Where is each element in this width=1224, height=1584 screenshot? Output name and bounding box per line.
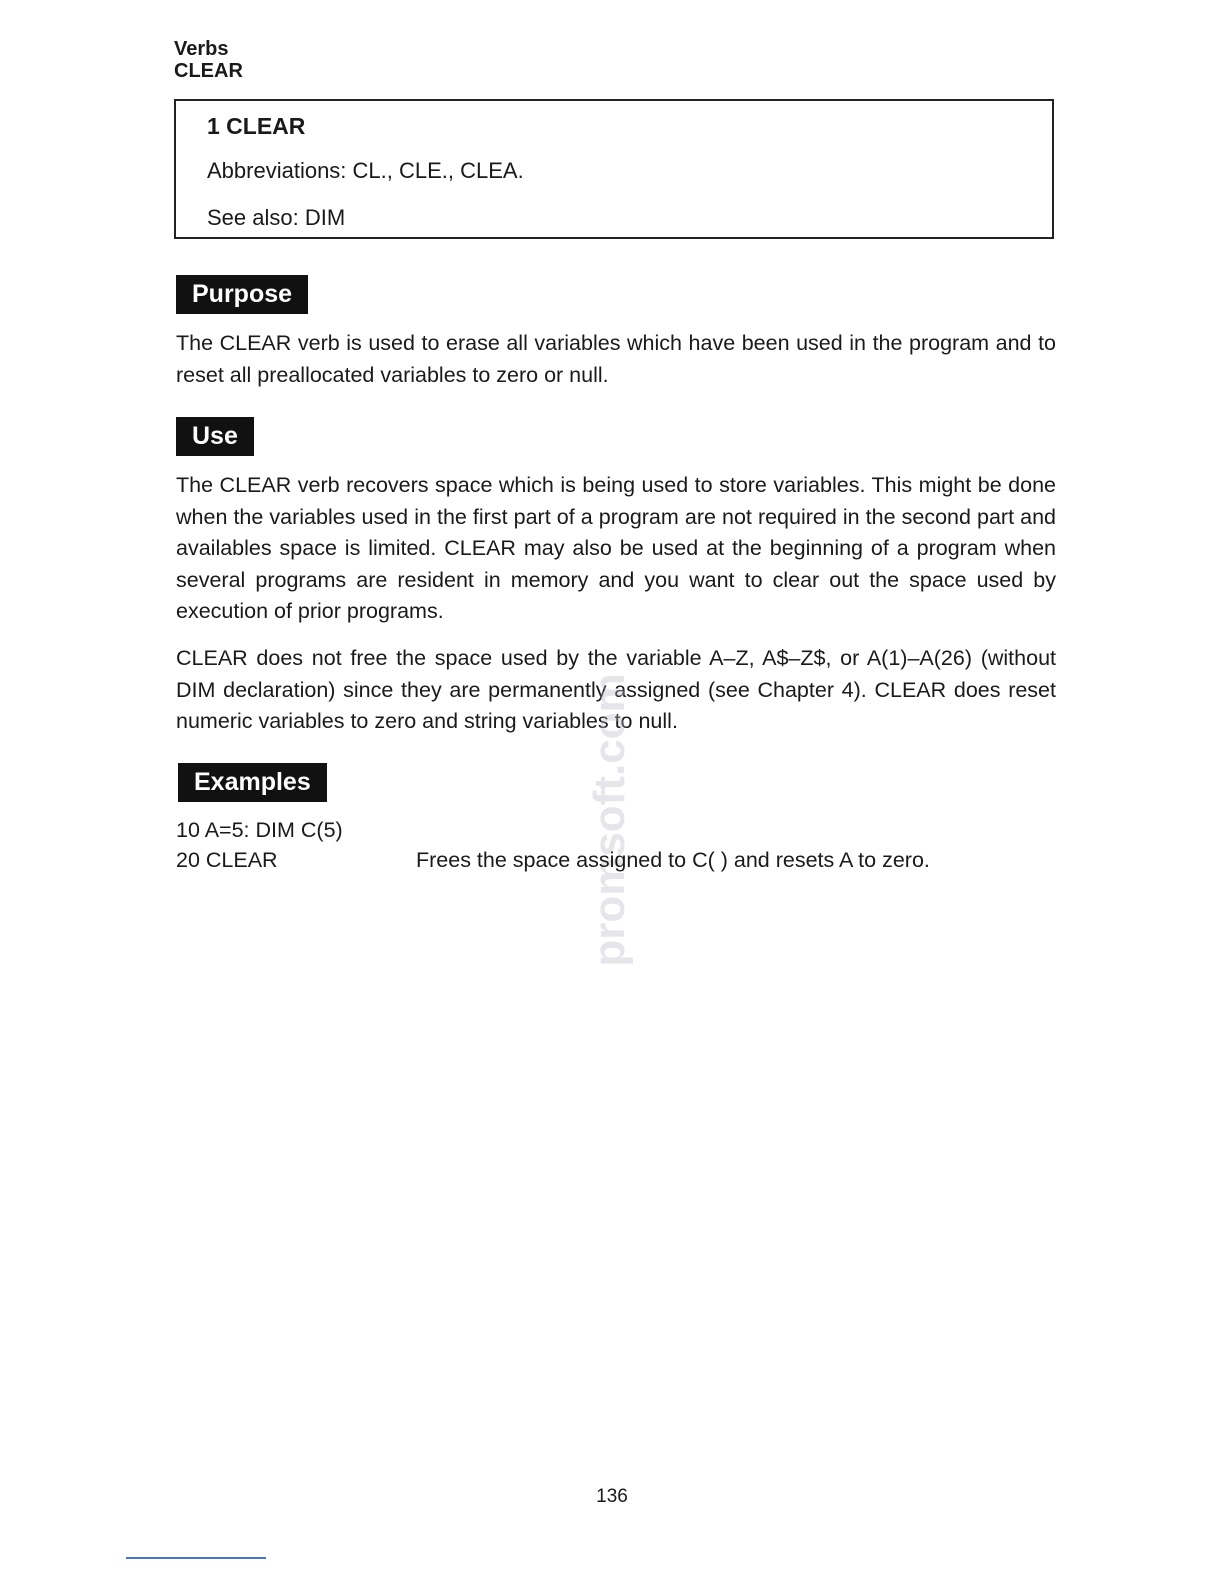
entry-box xyxy=(174,99,1054,239)
running-header-topic: CLEAR xyxy=(174,60,243,82)
use-paragraph-2: CLEAR does not free the space used by the variable A–Z, A$–Z$, or A(1)–A(26) (without DIM declaration) since they are permanently assigned (see Chapter 4). CLEAR does reset numeric variables to zero and string variables to null. xyxy=(176,646,1056,733)
example-code-line: 20 CLEAR xyxy=(176,848,278,872)
examples-heading: Examples xyxy=(178,763,327,802)
purpose-heading: Purpose xyxy=(176,275,308,314)
purpose-paragraph: The CLEAR verb is used to erase all variables which have been used in the program and to reset all preallocated variables to zero or null. xyxy=(176,331,1056,387)
footer-rule xyxy=(126,1557,266,1559)
example-code-line: 10 A=5: DIM C(5) xyxy=(176,818,343,842)
entry-title: 1 CLEAR xyxy=(207,113,306,139)
use-heading: Use xyxy=(176,417,254,456)
see-also-line: See also: DIM xyxy=(207,205,346,230)
page-number: 136 xyxy=(596,1486,628,1507)
use-paragraph-1: The CLEAR verb recovers space which is being used to store variables. This might be done when the variables used in the first part of a program are not required in the second part and availables space is limited. CLEAR may also be used at the beginning of a program when several programs are resident in memory and you want to clear out the space used by execution of prior programs. xyxy=(176,473,1056,623)
running-header-section: Verbs xyxy=(174,38,229,60)
running-header xyxy=(174,38,243,82)
watermark-text: promsoft.com xyxy=(585,673,634,967)
example-comment: Frees the space assigned to C( ) and resets A to zero. xyxy=(416,848,930,872)
abbreviations-line: Abbreviations: CL., CLE., CLEA. xyxy=(207,158,524,183)
